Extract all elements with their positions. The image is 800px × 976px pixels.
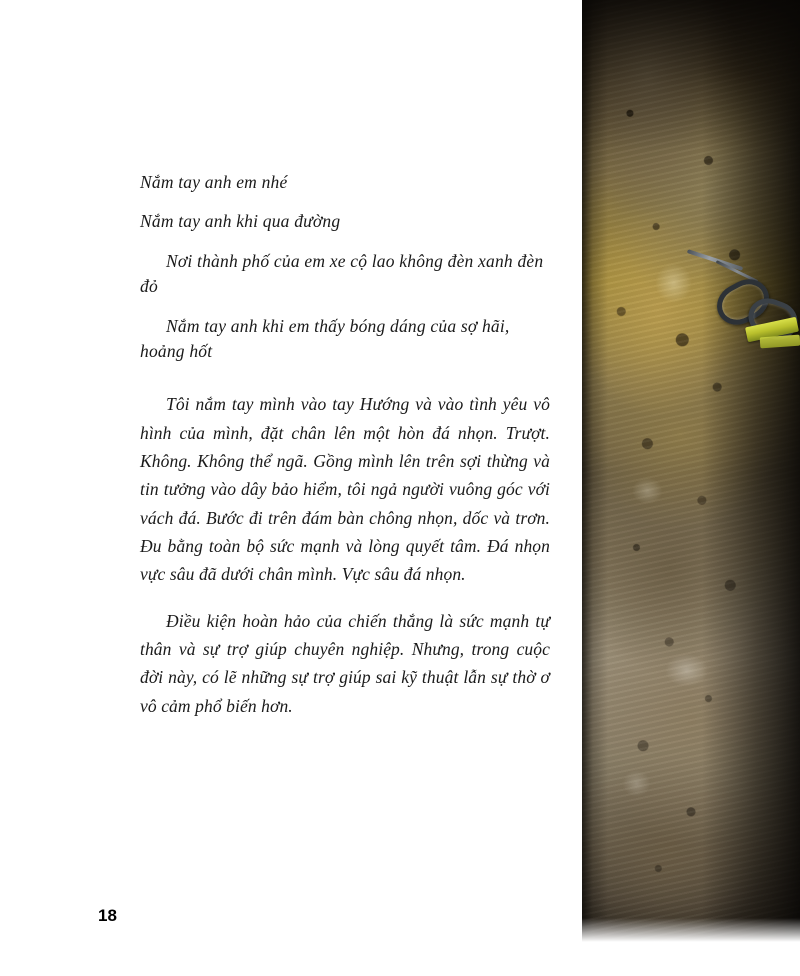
poem-line: Nơi thành phố của em xe cộ lao không đèn xanh đèn đỏ — [140, 250, 544, 297]
prose-paragraph: Điều kiện hoàn hảo của chiến thắng là sức mạnh tự thân và sự trợ giúp chuyên nghiệp. Nhưng, trong cuộc đời này, có lẽ những sự trợ giúp sai kỹ thuật lẫn sự thờ ơ vô cảm phổ biến hơn. — [140, 610, 550, 716]
poem-line: Nắm tay anh khi qua đường — [140, 211, 341, 232]
climbing-hardware — [680, 248, 800, 378]
poem-line: Nắm tay anh khi em thấy bóng dáng của sợ hãi, hoảng hốt — [140, 315, 510, 361]
prose-paragraph: Tôi nắm tay mình vào tay Hướng và vào tình yêu vô hình của mình, đặt chân lên một hòn đá nhọn. Trượt. Không. Không thể ngã. Gồng mình lên trên sợi thừng và tin tưởng vào dây bảo hiểm, tôi ngả người vuông góc với vách đá. Bước đi trên đám bàn chông nhọn, dốc và trơn. Đu bằng toàn bộ sức mạnh và lòng quyết tâm. Đá nhọn vực sâu đã dưới chân mình. Vực sâu đá nhọn. — [140, 394, 550, 585]
rock-face-photo — [582, 0, 800, 944]
photo-bottom-fade — [582, 918, 800, 944]
steel-cable-icon — [687, 249, 743, 271]
text-column — [140, 170, 550, 720]
photo-shadow-left — [582, 0, 800, 944]
webbing-sling — [760, 335, 800, 349]
page-number: 18 — [98, 906, 117, 925]
poem-block — [140, 170, 550, 364]
poem-line: Nắm tay anh em nhé — [140, 172, 288, 192]
prose-block — [140, 390, 550, 720]
